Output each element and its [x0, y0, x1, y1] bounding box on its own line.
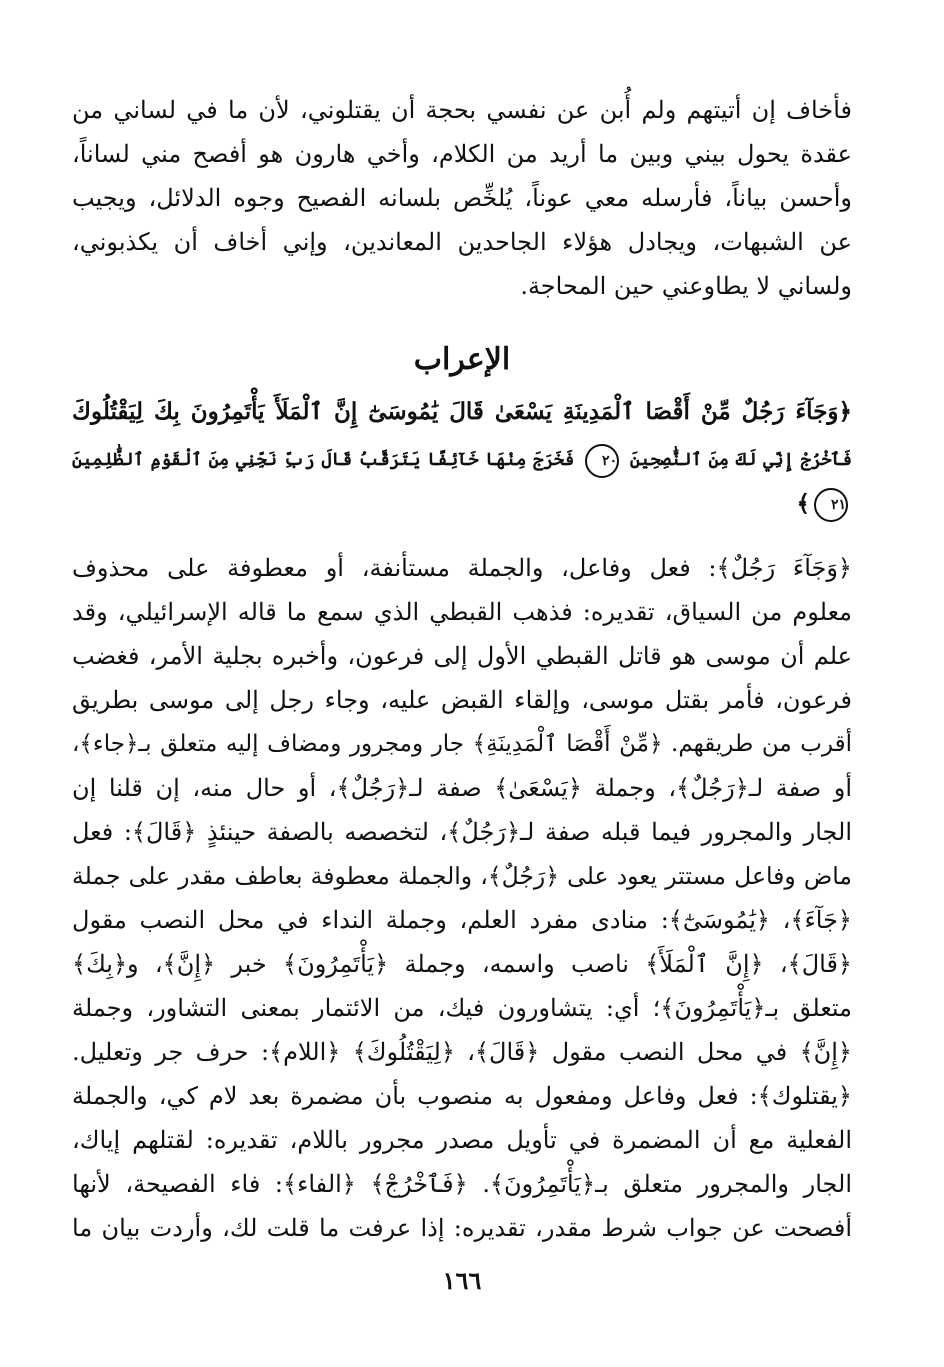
body-line: أو صفة لـ﴿رَجُلٌ﴾، وجملة ﴿يَسْعَىٰ﴾ صفة لـ﴿رَجُلٌ﴾، أو حال منه، إن قلنا إن — [72, 774, 852, 802]
quran-verse-text: فَخَرَجَ مِنْهَا خَآئِفًا يَتَرَقَّبُ قَالَ رَبِّ نَجِّنِي مِنَ ٱلْقَوْمِ ٱلظَّٰلِمِينَ — [72, 450, 575, 470]
body-line: ﴿يقتلوك﴾: فعل وفاعل ومفعول به منصوب بأن مضمرة بعد لام كي، والجملة — [72, 1082, 852, 1110]
body-line: معلوم من السياق، تقديره: فذهب القبطي الذي سمع ما قاله الإسرائيلي، وقد — [72, 598, 852, 626]
ayah-number-marker: ٢١ — [814, 488, 848, 522]
intro-line: عقدة يحول بيني وبين ما أريد من الكلام، وأخي هارون هو أفصح مني لساناً، — [72, 140, 853, 168]
quran-verse-line — [72, 438, 852, 482]
intro-line: وأحسن بياناً، فأرسله معي عوناً، يُلخِّص بلسانه الفصيح وجوه الدلائل، ويجيب — [72, 184, 852, 212]
body-line: الجار والمجرور متعلق بـ﴿يَأْتَمِرُونَ﴾. ﴿فَٱخْرُجْ﴾ ﴿الفاء﴾: فاء الفصيحة، لأنها — [72, 1170, 852, 1198]
quran-verse-line — [72, 482, 852, 526]
intro-line: فأخاف إن أتيتهم ولم أُبن عن نفسي بحجة أن يقتلوني، لأن ما في لساني من — [72, 96, 852, 124]
body-line: ﴿قَالَ﴾، ﴿إِنَّ ٱلْمَلَأَ﴾ ناصب واسمه، وجملة ﴿يَأْتَمِرُونَ﴾ خبر ﴿إِنَّ﴾، و﴿بِكَ﴾ — [72, 950, 852, 978]
body-line: الجار والمجرور فيما قبله صفة لـ﴿رَجُلٌ﴾، لتخصصه بالصفة حينئذٍ ﴿قَالَ﴾: فعل — [72, 818, 852, 846]
body-line: أقرب من طريقهم. ﴿مِّنْ أَقْصَا ٱلْمَدِينَةِ﴾ جار ومجرور ومضاف إليه متعلق بـ﴿جاء﴾، — [72, 731, 852, 757]
ayah-number-marker: ٢٠ — [585, 444, 619, 478]
section-heading: الإعراب — [413, 342, 511, 377]
body-line: علم أن موسى هو قاتل القبطي الأول إلى فرعون، وأخبره بجلية الأمر، فغضب — [72, 642, 852, 670]
body-line: ﴿إِنَّ﴾ في محل النصب مقول ﴿قَالَ﴾، ﴿لِيَقْتُلُوكَ﴾ ﴿اللام﴾: حرف جر وتعليل. — [72, 1038, 852, 1066]
verse-close-bracket: ﴾ — [796, 490, 810, 517]
body-line: ﴿وَجَآءَ رَجُلٌ﴾: فعل وفاعل، والجملة مستأنفة، أو معطوفة على محذوف — [72, 554, 852, 582]
body-line: ماض وفاعل مستتر يعود على ﴿رَجُلٌ﴾، والجملة معطوفة بعاطف مقدر على جملة — [72, 862, 852, 890]
body-line: فرعون، فأمر بقتل موسى، وإلقاء القبض عليه، وجاء رجل إلى موسى بطريق — [72, 686, 852, 714]
book-page — [72, 0, 852, 1367]
intro-line: ولساني لا يطاوعني حين المحاجة. — [520, 272, 852, 300]
body-line: متعلق بـ﴿يَأْتَمِرُونَ﴾؛ أي: يتشاورون فيك، من الائتمار بمعنى التشاور، وجملة — [72, 994, 852, 1022]
body-line: أفصحت عن جواب شرط مقدر، تقديره: إذا عرفت ما قلت لك، وأردت بيان ما — [72, 1214, 852, 1242]
quran-verse-line: ﴿وَجَآءَ رَجُلٌ مِّنْ أَقْصَا ٱلْمَدِينَةِ يَسْعَىٰ قَالَ يَٰمُوسَىٰٓ إِنَّ ٱلْمَلَأَ يَأْتَمِرُونَ بِكَ لِيَقْتُلُوكَ — [72, 398, 852, 425]
intro-line: عن الشبهات، ويجادل هؤلاء الجاحدين المعاندين، وإني أخاف أن يكذبوني، — [72, 228, 852, 256]
quran-verse-text: فَٱخْرُجْ إِنِّي لَكَ مِنَ ٱلنَّٰصِحِينَ — [629, 450, 853, 470]
body-line: ﴿جَآءَ﴾، ﴿يَٰمُوسَىٰٓ﴾: منادى مفرد العلم، وجملة النداء في محل النصب مقول — [72, 906, 852, 934]
page-number: ١٦٦ — [442, 1266, 482, 1295]
body-line: الفعلية مع أن المضمرة في تأويل مصدر مجرور باللام، تقديره: لقتلهم إياك، — [72, 1126, 852, 1154]
